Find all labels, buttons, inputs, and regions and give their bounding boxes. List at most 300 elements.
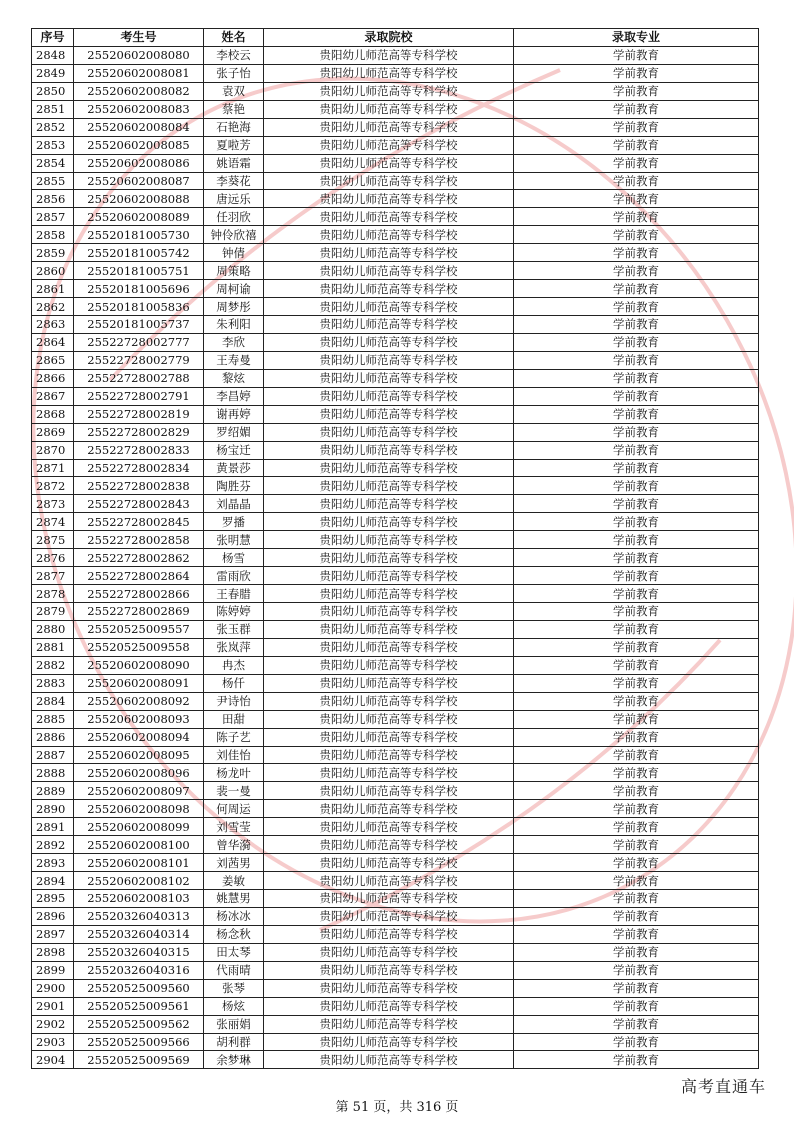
cell-major: 学前教育 <box>514 746 759 764</box>
cell-candidate-id: 25520326040315 <box>74 943 204 961</box>
cell-candidate-id: 25520181005737 <box>74 316 204 334</box>
cell-name: 裴一曼 <box>204 782 264 800</box>
cell-name: 杨念秋 <box>204 925 264 943</box>
header-major: 录取专业 <box>514 29 759 47</box>
cell-candidate-id: 25520602008096 <box>74 764 204 782</box>
cell-candidate-id: 25520602008100 <box>74 836 204 854</box>
cell-major: 学前教育 <box>514 1051 759 1069</box>
cell-name: 杨宝迁 <box>204 441 264 459</box>
cell-name: 张明慧 <box>204 531 264 549</box>
cell-candidate-id: 25522728002788 <box>74 369 204 387</box>
cell-index: 2853 <box>32 136 74 154</box>
table-row <box>32 387 759 405</box>
cell-major: 学前教育 <box>514 172 759 190</box>
table-row <box>32 136 759 154</box>
cell-index: 2882 <box>32 656 74 674</box>
cell-name: 朱利阳 <box>204 316 264 334</box>
cell-name: 谢再婷 <box>204 405 264 423</box>
cell-candidate-id: 25522728002858 <box>74 531 204 549</box>
cell-school: 贵阳幼儿师范高等专科学校 <box>264 620 514 638</box>
cell-index: 2850 <box>32 82 74 100</box>
cell-major: 学前教育 <box>514 298 759 316</box>
table-row <box>32 280 759 298</box>
cell-major: 学前教育 <box>514 387 759 405</box>
cell-school: 贵阳幼儿师范高等专科学校 <box>264 136 514 154</box>
cell-major: 学前教育 <box>514 262 759 280</box>
cell-school: 贵阳幼儿师范高等专科学校 <box>264 351 514 369</box>
table-row <box>32 46 759 64</box>
cell-index: 2859 <box>32 244 74 262</box>
cell-candidate-id: 25522728002834 <box>74 459 204 477</box>
cell-school: 贵阳幼儿师范高等专科学校 <box>264 979 514 997</box>
cell-candidate-id: 25520602008086 <box>74 154 204 172</box>
table-row <box>32 585 759 603</box>
cell-index: 2878 <box>32 585 74 603</box>
cell-index: 2851 <box>32 100 74 118</box>
cell-school: 贵阳幼儿师范高等专科学校 <box>264 567 514 585</box>
cell-candidate-id: 25522728002864 <box>74 567 204 585</box>
cell-index: 2887 <box>32 746 74 764</box>
cell-name: 张琴 <box>204 979 264 997</box>
cell-major: 学前教育 <box>514 890 759 908</box>
cell-school: 贵阳幼儿师范高等专科学校 <box>264 387 514 405</box>
cell-name: 姚慧男 <box>204 890 264 908</box>
table-row <box>32 82 759 100</box>
cell-index: 2872 <box>32 477 74 495</box>
cell-major: 学前教育 <box>514 638 759 656</box>
cell-candidate-id: 25520525009562 <box>74 1015 204 1033</box>
cell-major: 学前教育 <box>514 800 759 818</box>
cell-name: 田甜 <box>204 710 264 728</box>
cell-name: 杨冰冰 <box>204 907 264 925</box>
cell-name: 刘雪莹 <box>204 818 264 836</box>
cell-candidate-id: 25522728002829 <box>74 423 204 441</box>
cell-major: 学前教育 <box>514 423 759 441</box>
table-row <box>32 100 759 118</box>
cell-school: 贵阳幼儿师范高等专科学校 <box>264 172 514 190</box>
cell-major: 学前教育 <box>514 100 759 118</box>
table-row <box>32 423 759 441</box>
table-row <box>32 64 759 82</box>
cell-major: 学前教育 <box>514 226 759 244</box>
cell-name: 姚语霜 <box>204 154 264 172</box>
cell-name: 任羽欣 <box>204 208 264 226</box>
cell-index: 2854 <box>32 154 74 172</box>
cell-school: 贵阳幼儿师范高等专科学校 <box>264 441 514 459</box>
cell-major: 学前教育 <box>514 495 759 513</box>
table-row <box>32 656 759 674</box>
cell-name: 余梦琳 <box>204 1051 264 1069</box>
cell-school: 贵阳幼儿师范高等专科学校 <box>264 585 514 603</box>
cell-school: 贵阳幼儿师范高等专科学校 <box>264 298 514 316</box>
table-row <box>32 172 759 190</box>
cell-school: 贵阳幼儿师范高等专科学校 <box>264 997 514 1015</box>
header-candidate-id: 考生号 <box>74 29 204 47</box>
cell-index: 2885 <box>32 710 74 728</box>
table-row <box>32 674 759 692</box>
table-row <box>32 872 759 890</box>
cell-major: 学前教育 <box>514 603 759 621</box>
cell-major: 学前教育 <box>514 513 759 531</box>
cell-school: 贵阳幼儿师范高等专科学校 <box>264 674 514 692</box>
cell-major: 学前教育 <box>514 190 759 208</box>
cell-major: 学前教育 <box>514 1015 759 1033</box>
cell-candidate-id: 25522728002791 <box>74 387 204 405</box>
cell-candidate-id: 25520181005836 <box>74 298 204 316</box>
cell-name: 张玉群 <box>204 620 264 638</box>
cell-major: 学前教育 <box>514 477 759 495</box>
cell-index: 2891 <box>32 818 74 836</box>
cell-school: 贵阳幼儿师范高等专科学校 <box>264 118 514 136</box>
table-header-row <box>32 29 759 47</box>
cell-index: 2898 <box>32 943 74 961</box>
cell-school: 贵阳幼儿师范高等专科学校 <box>264 64 514 82</box>
cell-school: 贵阳幼儿师范高等专科学校 <box>264 710 514 728</box>
brand-logo-text: 高考直通车 <box>680 1077 766 1096</box>
cell-major: 学前教育 <box>514 764 759 782</box>
cell-school: 贵阳幼儿师范高等专科学校 <box>264 961 514 979</box>
table-row <box>32 369 759 387</box>
cell-name: 唐远乐 <box>204 190 264 208</box>
cell-index: 2869 <box>32 423 74 441</box>
cell-name: 雷雨欣 <box>204 567 264 585</box>
cell-candidate-id: 25520525009561 <box>74 997 204 1015</box>
table-row <box>32 890 759 908</box>
cell-candidate-id: 25520602008102 <box>74 872 204 890</box>
table-row <box>32 800 759 818</box>
table-row <box>32 818 759 836</box>
cell-name: 罗绍媚 <box>204 423 264 441</box>
cell-name: 周柯谕 <box>204 280 264 298</box>
cell-school: 贵阳幼儿师范高等专科学校 <box>264 316 514 334</box>
cell-index: 2852 <box>32 118 74 136</box>
cell-candidate-id: 25520326040314 <box>74 925 204 943</box>
cell-name: 李欣 <box>204 333 264 351</box>
header-name: 姓名 <box>204 29 264 47</box>
table-row <box>32 549 759 567</box>
cell-name: 周梦彤 <box>204 298 264 316</box>
table-row <box>32 692 759 710</box>
cell-name: 钟伶欣禧 <box>204 226 264 244</box>
cell-name: 杨炫 <box>204 997 264 1015</box>
table-row <box>32 764 759 782</box>
cell-name: 陈婷婷 <box>204 603 264 621</box>
cell-candidate-id: 25522728002869 <box>74 603 204 621</box>
cell-name: 罗播 <box>204 513 264 531</box>
cell-candidate-id: 25520525009566 <box>74 1033 204 1051</box>
table-row <box>32 997 759 1015</box>
cell-name: 王春腊 <box>204 585 264 603</box>
cell-candidate-id: 25520181005751 <box>74 262 204 280</box>
table-row <box>32 943 759 961</box>
cell-name: 何周运 <box>204 800 264 818</box>
cell-index: 2901 <box>32 997 74 1015</box>
table-row <box>32 244 759 262</box>
cell-index: 2893 <box>32 854 74 872</box>
cell-major: 学前教育 <box>514 728 759 746</box>
table-row <box>32 854 759 872</box>
cell-school: 贵阳幼儿师范高等专科学校 <box>264 943 514 961</box>
table-row <box>32 190 759 208</box>
cell-index: 2896 <box>32 907 74 925</box>
cell-name: 刘晶晶 <box>204 495 264 513</box>
cell-candidate-id: 25520602008097 <box>74 782 204 800</box>
cell-major: 学前教育 <box>514 316 759 334</box>
cell-index: 2867 <box>32 387 74 405</box>
table-row <box>32 746 759 764</box>
cell-school: 贵阳幼儿师范高等专科学校 <box>264 369 514 387</box>
cell-major: 学前教育 <box>514 64 759 82</box>
cell-index: 2884 <box>32 692 74 710</box>
cell-index: 2903 <box>32 1033 74 1051</box>
cell-major: 学前教育 <box>514 1033 759 1051</box>
table-row <box>32 620 759 638</box>
cell-candidate-id: 25520525009569 <box>74 1051 204 1069</box>
cell-major: 学前教育 <box>514 854 759 872</box>
cell-major: 学前教育 <box>514 208 759 226</box>
cell-index: 2868 <box>32 405 74 423</box>
cell-major: 学前教育 <box>514 118 759 136</box>
cell-candidate-id: 25520602008101 <box>74 854 204 872</box>
table-row <box>32 710 759 728</box>
cell-candidate-id: 25522728002779 <box>74 351 204 369</box>
cell-name: 张子怡 <box>204 64 264 82</box>
cell-name: 代雨晴 <box>204 961 264 979</box>
cell-name: 张岚萍 <box>204 638 264 656</box>
table-row <box>32 979 759 997</box>
cell-candidate-id: 25520602008083 <box>74 100 204 118</box>
cell-index: 2881 <box>32 638 74 656</box>
cell-school: 贵阳幼儿师范高等专科学校 <box>264 513 514 531</box>
cell-name: 袁双 <box>204 82 264 100</box>
cell-name: 李昌婷 <box>204 387 264 405</box>
cell-index: 2890 <box>32 800 74 818</box>
cell-major: 学前教育 <box>514 136 759 154</box>
cell-school: 贵阳幼儿师范高等专科学校 <box>264 244 514 262</box>
cell-index: 2894 <box>32 872 74 890</box>
cell-name: 周策略 <box>204 262 264 280</box>
cell-school: 贵阳幼儿师范高等专科学校 <box>264 836 514 854</box>
cell-candidate-id: 25522728002777 <box>74 333 204 351</box>
cell-index: 2904 <box>32 1051 74 1069</box>
cell-index: 2899 <box>32 961 74 979</box>
table-row <box>32 836 759 854</box>
cell-candidate-id: 25520602008095 <box>74 746 204 764</box>
cell-name: 刘茜男 <box>204 854 264 872</box>
table-row <box>32 262 759 280</box>
cell-major: 学前教育 <box>514 459 759 477</box>
cell-major: 学前教育 <box>514 818 759 836</box>
cell-index: 2857 <box>32 208 74 226</box>
cell-major: 学前教育 <box>514 154 759 172</box>
cell-major: 学前教育 <box>514 46 759 64</box>
table-row <box>32 531 759 549</box>
cell-candidate-id: 25520525009557 <box>74 620 204 638</box>
cell-candidate-id: 25520181005730 <box>74 226 204 244</box>
cell-major: 学前教育 <box>514 333 759 351</box>
cell-school: 贵阳幼儿师范高等专科学校 <box>264 190 514 208</box>
cell-index: 2864 <box>32 333 74 351</box>
cell-major: 学前教育 <box>514 441 759 459</box>
cell-school: 贵阳幼儿师范高等专科学校 <box>264 459 514 477</box>
cell-index: 2902 <box>32 1015 74 1033</box>
cell-index: 2889 <box>32 782 74 800</box>
cell-school: 贵阳幼儿师范高等专科学校 <box>264 405 514 423</box>
cell-school: 贵阳幼儿师范高等专科学校 <box>264 477 514 495</box>
cell-school: 贵阳幼儿师范高等专科学校 <box>264 262 514 280</box>
cell-major: 学前教育 <box>514 997 759 1015</box>
cell-candidate-id: 25520602008093 <box>74 710 204 728</box>
cell-candidate-id: 25522728002843 <box>74 495 204 513</box>
cell-major: 学前教育 <box>514 280 759 298</box>
cell-school: 贵阳幼儿师范高等专科学校 <box>264 1015 514 1033</box>
cell-candidate-id: 25520602008099 <box>74 818 204 836</box>
cell-candidate-id: 25520602008081 <box>74 64 204 82</box>
cell-index: 2861 <box>32 280 74 298</box>
cell-name: 李校云 <box>204 46 264 64</box>
table-row <box>32 567 759 585</box>
table-row <box>32 495 759 513</box>
cell-index: 2900 <box>32 979 74 997</box>
cell-name: 钟倩 <box>204 244 264 262</box>
table-row <box>32 728 759 746</box>
cell-major: 学前教育 <box>514 710 759 728</box>
cell-index: 2892 <box>32 836 74 854</box>
cell-name: 陈子艺 <box>204 728 264 746</box>
cell-candidate-id: 25520181005696 <box>74 280 204 298</box>
cell-candidate-id: 25520602008082 <box>74 82 204 100</box>
table-row <box>32 118 759 136</box>
cell-school: 贵阳幼儿师范高等专科学校 <box>264 746 514 764</box>
cell-school: 贵阳幼儿师范高等专科学校 <box>264 800 514 818</box>
cell-school: 贵阳幼儿师范高等专科学校 <box>264 656 514 674</box>
cell-major: 学前教育 <box>514 692 759 710</box>
cell-candidate-id: 25520602008089 <box>74 208 204 226</box>
cell-school: 贵阳幼儿师范高等专科学校 <box>264 692 514 710</box>
cell-index: 2870 <box>32 441 74 459</box>
cell-candidate-id: 25520326040313 <box>74 907 204 925</box>
cell-index: 2848 <box>32 46 74 64</box>
cell-school: 贵阳幼儿师范高等专科学校 <box>264 890 514 908</box>
cell-major: 学前教育 <box>514 549 759 567</box>
cell-index: 2862 <box>32 298 74 316</box>
cell-major: 学前教育 <box>514 907 759 925</box>
cell-major: 学前教育 <box>514 351 759 369</box>
cell-major: 学前教育 <box>514 585 759 603</box>
table-row <box>32 154 759 172</box>
cell-index: 2849 <box>32 64 74 82</box>
cell-name: 杨龙叶 <box>204 764 264 782</box>
cell-candidate-id: 25520602008094 <box>74 728 204 746</box>
cell-major: 学前教育 <box>514 943 759 961</box>
table-row <box>32 1033 759 1051</box>
cell-candidate-id: 25522728002819 <box>74 405 204 423</box>
cell-school: 贵阳幼儿师范高等专科学校 <box>264 872 514 890</box>
cell-school: 贵阳幼儿师范高等专科学校 <box>264 82 514 100</box>
cell-school: 贵阳幼儿师范高等专科学校 <box>264 638 514 656</box>
cell-name: 蔡艳 <box>204 100 264 118</box>
cell-name: 张丽娟 <box>204 1015 264 1033</box>
cell-school: 贵阳幼儿师范高等专科学校 <box>264 208 514 226</box>
cell-index: 2871 <box>32 459 74 477</box>
cell-school: 贵阳幼儿师范高等专科学校 <box>264 495 514 513</box>
cell-index: 2855 <box>32 172 74 190</box>
cell-candidate-id: 25520602008092 <box>74 692 204 710</box>
cell-name: 李葵花 <box>204 172 264 190</box>
cell-index: 2863 <box>32 316 74 334</box>
cell-major: 学前教育 <box>514 244 759 262</box>
cell-major: 学前教育 <box>514 979 759 997</box>
cell-candidate-id: 25520602008087 <box>74 172 204 190</box>
table-row <box>32 961 759 979</box>
cell-school: 贵阳幼儿师范高等专科学校 <box>264 782 514 800</box>
cell-candidate-id: 25520326040316 <box>74 961 204 979</box>
header-school: 录取院校 <box>264 29 514 47</box>
cell-index: 2886 <box>32 728 74 746</box>
cell-name: 尹诗怡 <box>204 692 264 710</box>
cell-index: 2895 <box>32 890 74 908</box>
cell-candidate-id: 25520602008098 <box>74 800 204 818</box>
table-row <box>32 782 759 800</box>
cell-index: 2858 <box>32 226 74 244</box>
table-row <box>32 226 759 244</box>
cell-name: 田太琴 <box>204 943 264 961</box>
cell-index: 2897 <box>32 925 74 943</box>
table-row <box>32 907 759 925</box>
cell-school: 贵阳幼儿师范高等专科学校 <box>264 46 514 64</box>
cell-candidate-id: 25520602008090 <box>74 656 204 674</box>
table-row <box>32 638 759 656</box>
cell-major: 学前教育 <box>514 82 759 100</box>
cell-major: 学前教育 <box>514 620 759 638</box>
cell-name: 黄景莎 <box>204 459 264 477</box>
cell-school: 贵阳幼儿师范高等专科学校 <box>264 226 514 244</box>
cell-index: 2883 <box>32 674 74 692</box>
cell-candidate-id: 25520602008091 <box>74 674 204 692</box>
cell-major: 学前教育 <box>514 961 759 979</box>
cell-name: 杨雪 <box>204 549 264 567</box>
cell-school: 贵阳幼儿师范高等专科学校 <box>264 1051 514 1069</box>
cell-major: 学前教育 <box>514 836 759 854</box>
header-index: 序号 <box>32 29 74 47</box>
cell-candidate-id: 25520525009558 <box>74 638 204 656</box>
cell-index: 2856 <box>32 190 74 208</box>
cell-index: 2880 <box>32 620 74 638</box>
cell-candidate-id: 25522728002838 <box>74 477 204 495</box>
cell-school: 贵阳幼儿师范高等专科学校 <box>264 100 514 118</box>
cell-school: 贵阳幼儿师范高等专科学校 <box>264 925 514 943</box>
cell-index: 2866 <box>32 369 74 387</box>
cell-major: 学前教育 <box>514 369 759 387</box>
cell-name: 陶胜芬 <box>204 477 264 495</box>
cell-index: 2888 <box>32 764 74 782</box>
cell-school: 贵阳幼儿师范高等专科学校 <box>264 280 514 298</box>
cell-candidate-id: 25520602008080 <box>74 46 204 64</box>
cell-candidate-id: 25520602008103 <box>74 890 204 908</box>
cell-name: 王寿曼 <box>204 351 264 369</box>
cell-name: 冉杰 <box>204 656 264 674</box>
cell-candidate-id: 25522728002862 <box>74 549 204 567</box>
cell-school: 贵阳幼儿师范高等专科学校 <box>264 854 514 872</box>
cell-major: 学前教育 <box>514 567 759 585</box>
cell-candidate-id: 25522728002845 <box>74 513 204 531</box>
cell-candidate-id: 25520602008088 <box>74 190 204 208</box>
cell-name: 姜敏 <box>204 872 264 890</box>
cell-major: 学前教育 <box>514 531 759 549</box>
cell-major: 学前教育 <box>514 782 759 800</box>
cell-school: 贵阳幼儿师范高等专科学校 <box>264 764 514 782</box>
table-row <box>32 316 759 334</box>
